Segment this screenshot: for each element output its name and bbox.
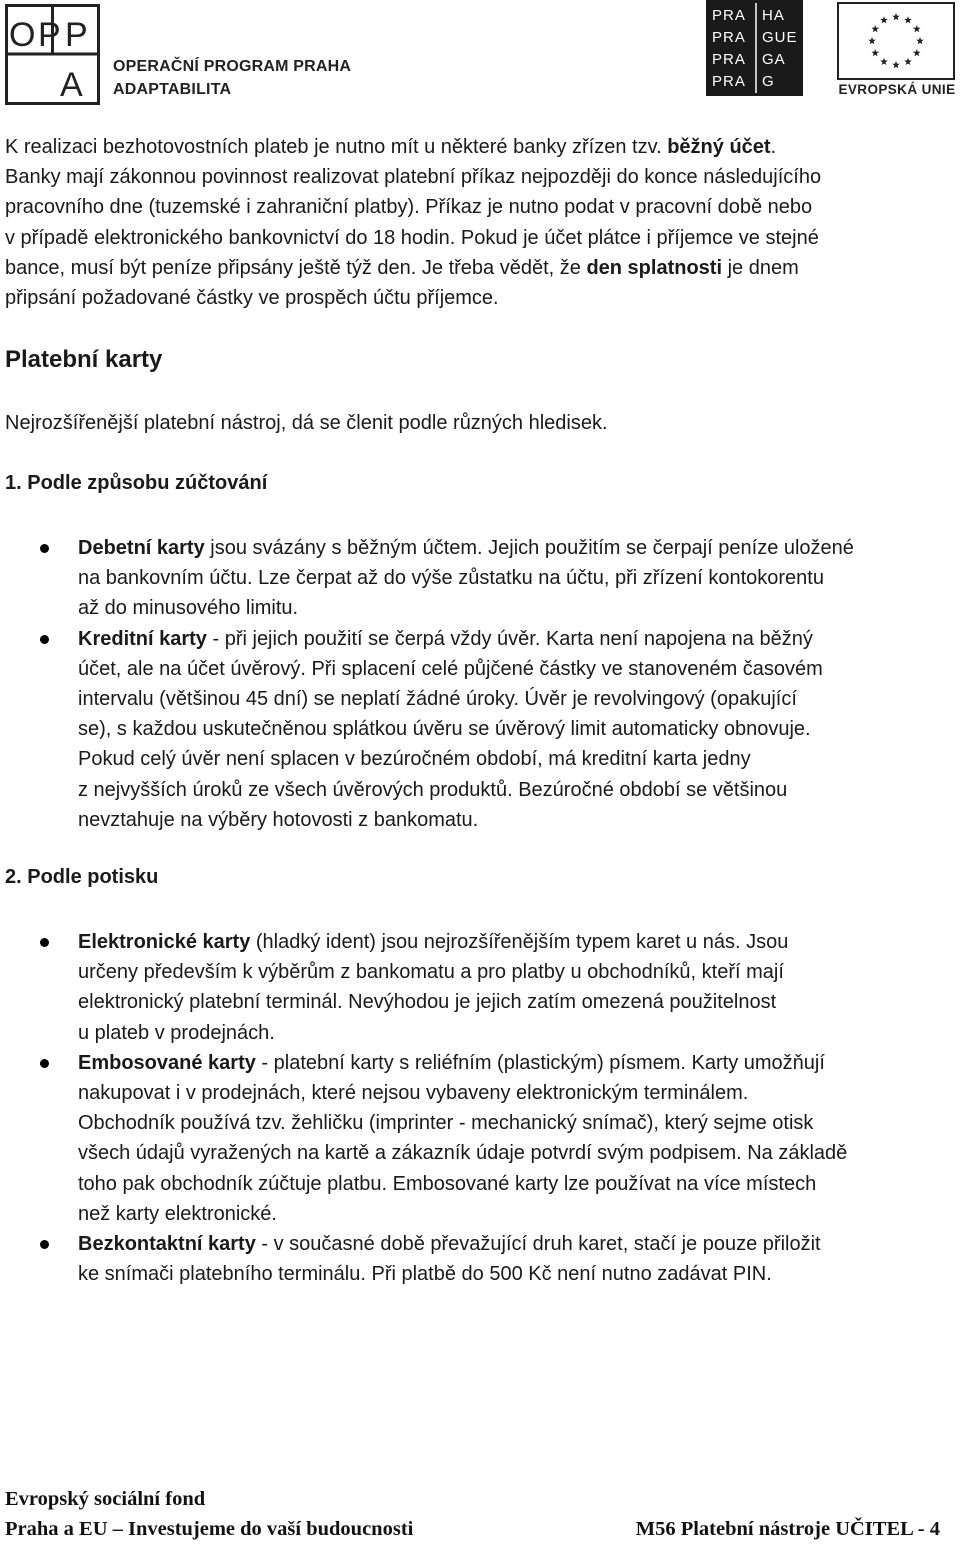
item-line: Pokud celý úvěr není splacen v bezúročném období, má kreditní karta jedny <box>78 748 751 771</box>
item-line: se), s každou uskutečněnou splátkou úvěru se úvěrový limit automaticky obnovuje. <box>78 718 811 741</box>
item-line: nakupovat i v prodejnách, které nejsou vybaveny elektronickým terminálem. <box>78 1082 749 1105</box>
item-first-line <box>78 927 950 957</box>
eu-star-icon <box>904 58 912 65</box>
footer-fund-name: Evropský sociální fond <box>5 1488 206 1510</box>
list-item <box>0 1048 950 1229</box>
item-line: ke snímači platebního terminálu. Při platbě do 500 Kč není nutno zadávat PIN. <box>78 1263 772 1286</box>
item-line: toho pak obchodník zúčtuje platbu. Embosované karty lze používat na více místech <box>78 1172 817 1195</box>
subheading-zuctovani: 1. Podle způsobu zúčtování <box>5 472 268 494</box>
item-line: intervalu (většinou 45 dní) se neplatí žádné úroky. Úvěr je revolvingový (opakující <box>78 688 797 711</box>
list-item <box>0 927 950 1048</box>
item-term: Embosované karty <box>78 1051 256 1074</box>
text-run: - platební karty s reliéfním (plastickým) písmem. Karty umožňují <box>255 1051 825 1074</box>
eu-star-icon <box>916 37 924 44</box>
section-heading: Platební karty <box>5 346 163 373</box>
text-run: (hladký ident) jsou nejrozšířenějším typem karet u nás. Jsou <box>250 931 789 953</box>
eu-star-icon <box>871 25 879 32</box>
bullet-icon <box>40 938 49 947</box>
eu-star-icon <box>913 49 921 56</box>
eu-star-icon <box>868 37 876 44</box>
page-header <box>0 0 960 110</box>
eu-label: EVROPSKÁ UNIE <box>838 82 956 97</box>
bold-term-bezny-ucet: běžný účet <box>667 136 771 158</box>
paragraph-line <box>5 132 945 162</box>
bullet-icon <box>40 544 49 553</box>
text-run: K realizaci bezhotovostních plateb je nutno mít u některé banky zřízen tzv. <box>5 136 668 158</box>
eu-star-icon <box>871 49 879 56</box>
opp-letter: P <box>65 16 88 54</box>
item-line: elektronický platební terminál. Nevýhodou je jejich zatím omezená použitelnost <box>78 991 777 1014</box>
eu-flag <box>837 2 955 80</box>
item-term: Debetní karty <box>78 537 205 559</box>
paragraph-line: Banky mají zákonnou povinnost realizovat platební příkaz nejpozději do konce následujícího <box>5 166 822 189</box>
item-line: až do minusového limitu. <box>78 597 299 620</box>
text-run: je dnem <box>722 256 799 279</box>
paragraph-line: v případě elektronického bankovnictví do 18 hodin. Pokud je účet plátce i příjemce ve stejné <box>5 226 819 249</box>
praha-row-right: HA <box>762 7 785 24</box>
text-run: jsou svázány s běžným účtem. Jejich použitím se čerpají peníze uložené <box>204 537 854 559</box>
eu-star-icon <box>892 13 900 20</box>
eu-star-icon <box>892 61 900 68</box>
item-line: než karty elektronické. <box>78 1202 277 1225</box>
opp-letter: O <box>9 16 36 54</box>
item-line: Obchodník používá tzv. žehličku (imprinter - mechanický snímač), který sejme otisk <box>78 1112 814 1135</box>
praha-logo <box>706 0 803 96</box>
text-run: bance, musí být peníze připsány ještě týž den. Je třeba vědět, že <box>5 256 587 279</box>
text-run: - při jejich použití se čerpá vždy úvěr. Karta není napojena na běžný <box>206 627 813 650</box>
eu-star-icon <box>913 25 921 32</box>
opp-letter: A <box>60 66 83 104</box>
item-line: určeny především k výběrům z bankomatu a pro platby u obchodníků, kteří mají <box>78 961 784 984</box>
bullet-icon <box>40 1240 49 1249</box>
opp-letter: P <box>38 16 61 54</box>
list-item <box>0 1229 950 1289</box>
item-line: všech údajů vyražených na kartě a zákazník údaje potvrdí svým podpisem. Na základě <box>78 1142 848 1165</box>
item-first-line <box>78 624 950 654</box>
subheading-potisk: 2. Podle potisku <box>5 866 159 888</box>
item-first-line <box>78 1048 950 1078</box>
item-term: Elektronické karty <box>78 931 251 953</box>
item-term: Kreditní karty <box>78 627 207 650</box>
item-line: u plateb v prodejnách. <box>78 1021 275 1044</box>
item-first-line <box>78 1229 950 1259</box>
praha-row-right: GA <box>762 51 786 68</box>
footer-page-label: M56 Platební nástroje UČITEL - 4 <box>635 1518 940 1540</box>
bullet-list-potisk <box>0 927 950 1289</box>
footer-slogan: Praha a EU – Investujeme do vaší budoucnosti <box>5 1518 414 1540</box>
eu-star-icon <box>880 58 888 65</box>
opp-program-name <box>113 55 351 101</box>
opp-name-line2: ADAPTABILITA <box>113 81 232 98</box>
page-footer <box>5 1484 940 1544</box>
praha-row-left: PRA <box>712 7 746 24</box>
item-first-line <box>78 533 950 563</box>
item-term: Bezkontaktní karty <box>78 1233 256 1256</box>
paragraph-line: připsání požadované částky ve prospěch účtu příjemce. <box>5 287 499 310</box>
bullet-icon <box>40 635 49 644</box>
bullet-icon <box>40 1059 49 1068</box>
praha-row-right: G <box>762 73 775 90</box>
intro-paragraph <box>5 132 945 313</box>
list-item <box>0 624 950 835</box>
eu-star-icon <box>880 16 888 23</box>
item-line: účet, ale na účet úvěrový. Při splacení celé půjčené částky ve stanoveném časovém <box>78 657 823 680</box>
bullet-list-zuctovani <box>0 533 950 835</box>
text-run: . <box>770 136 777 158</box>
eu-stars-icon <box>839 4 953 78</box>
paragraph-line <box>5 253 945 283</box>
text-run: - v současné době převažující druh karet, stačí je pouze přiložit <box>255 1233 821 1256</box>
section-intro: Nejrozšířenější platební nástroj, dá se členit podle různých hledisek. <box>5 412 608 434</box>
opp-name-line1: OPERAČNÍ PROGRAM PRAHA <box>113 58 352 75</box>
eu-logo <box>836 2 958 98</box>
item-line: z nejvyšších úroků ze všech úvěrových produktů. Bezúročné období se většinou <box>78 778 788 801</box>
opp-logo <box>5 4 100 105</box>
bold-term-den-splatnosti: den splatnosti <box>586 256 723 279</box>
praha-row-left: PRA <box>712 73 746 90</box>
praha-row-right: GUE <box>762 29 798 46</box>
praha-row-left: PRA <box>712 51 746 68</box>
paragraph-line: pracovního dne (tuzemské i zahraniční platby). Příkaz je nutno podat v pracovní době nebo <box>5 196 813 219</box>
list-item <box>0 533 950 624</box>
eu-star-icon <box>904 16 912 23</box>
item-line: na bankovním účtu. Lze čerpat až do výše zůstatku na účtu, při zřízení kontokorentu <box>78 567 824 590</box>
item-line: nevztahuje na výběry hotovosti z bankomatu. <box>78 808 479 831</box>
praha-row-left: PRA <box>712 29 746 46</box>
